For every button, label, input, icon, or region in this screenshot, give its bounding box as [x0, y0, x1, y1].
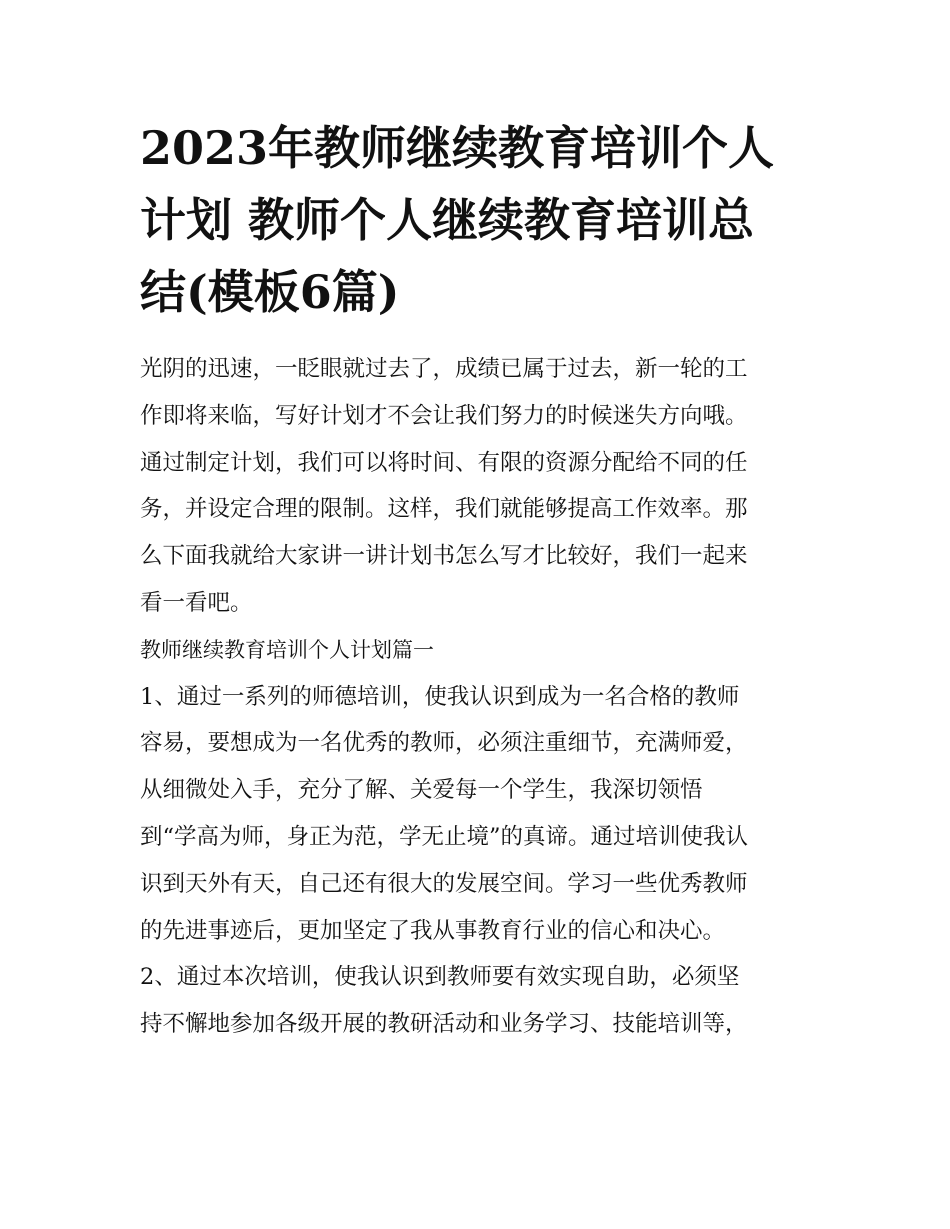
text-line: 作即将来临，写好计划才不会让我们努力的时候迷失方向哦。	[140, 402, 748, 429]
text-line: 识到天外有天，自己还有很大的发展空间。学习一些优秀教师	[140, 870, 748, 897]
text-line: 么下面我就给大家讲一讲计划书怎么写才比较好，我们一起来	[140, 543, 748, 570]
document-title	[140, 112, 815, 328]
text-line: 务，并设定合理的限制。这样，我们就能够提高工作效率。那	[140, 496, 748, 523]
text-line: 从细微处入手，充分了解、关爱每一个学生，我深切领悟	[140, 777, 703, 804]
numbered-item-1	[140, 674, 815, 955]
document-body	[140, 346, 815, 1048]
section-heading: 教师继续教育培训个人计划篇一	[140, 637, 434, 662]
text-line: 1、通过一系列的师德培训，使我认识到成为一名合格的教师	[140, 683, 740, 710]
text-line: 的先进事迹后，更加坚定了我从事教育行业的信心和决心。	[140, 917, 726, 944]
intro-paragraph	[140, 346, 815, 627]
text-line: 看一看吧。	[140, 589, 253, 616]
title-line: 2023年教师继续教育培训个人	[140, 121, 775, 175]
document-page	[140, 112, 815, 1048]
title-line: 计划 教师个人继续教育培训总	[140, 193, 755, 247]
title-line: 结(模板6篇)	[140, 265, 400, 319]
text-line: 容易，要想成为一名优秀的教师，必须注重细节，充满师爱，	[140, 730, 748, 757]
text-line: 持不懈地参加各级开展的教研活动和业务学习、技能培训等，	[140, 1011, 748, 1038]
text-line: 到“学高为师，身正为范，学无止境”的真谛。通过培训使我认	[140, 823, 749, 850]
text-line: 光阴的迅速，一眨眼就过去了，成绩已属于过去，新一轮的工	[140, 356, 748, 382]
text-line: 2、通过本次培训，使我认识到教师要有效实现自助，必须坚	[140, 964, 740, 991]
text-line: 通过制定计划，我们可以将时间、有限的资源分配给不同的任	[140, 449, 748, 476]
numbered-item-2	[140, 954, 815, 1048]
